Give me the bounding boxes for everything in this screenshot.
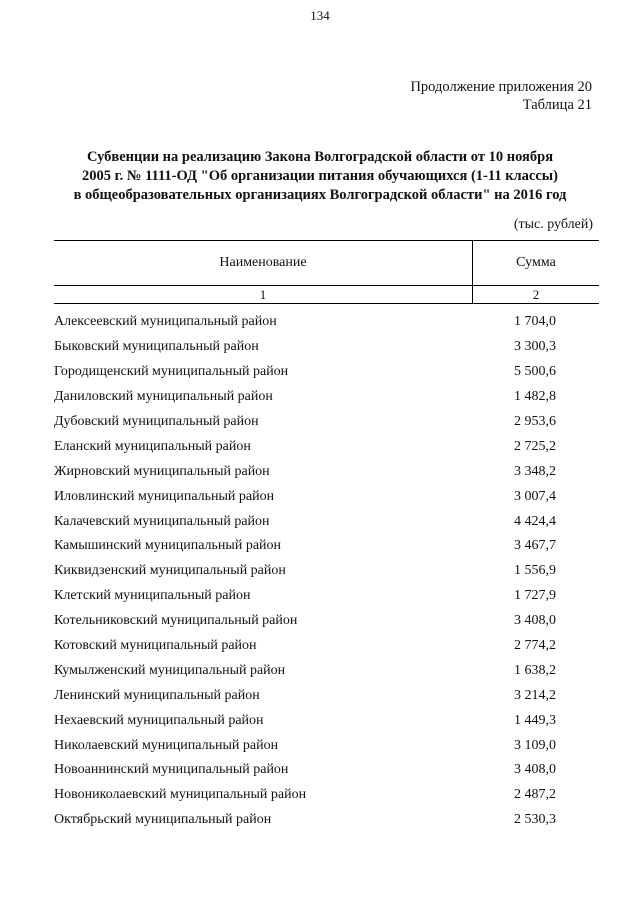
column-numbers-row [54, 286, 599, 304]
subvention-amount: 3 109,0 [514, 737, 556, 753]
table-row [54, 808, 599, 833]
district-name: Нехаевский муниципальный район [54, 712, 264, 728]
subvention-amount: 3 408,0 [514, 762, 556, 778]
subvention-amount: 3 348,2 [514, 463, 556, 479]
district-name: Киквидзенский муниципальный район [54, 563, 286, 579]
table-row [54, 410, 599, 435]
district-name: Даниловский муниципальный район [54, 389, 273, 405]
table-row [54, 434, 599, 459]
district-name: Новониколаевский муниципальный район [54, 787, 307, 803]
district-name: Калачевский муниципальный район [54, 513, 270, 529]
header-sum: Сумма [516, 255, 556, 270]
table-row [54, 559, 599, 584]
district-name: Алексеевский муниципальный район [54, 314, 277, 330]
table-row [54, 385, 599, 410]
subvention-amount: 1 482,8 [514, 389, 556, 405]
document-title [40, 148, 600, 205]
subvention-amount: 1 704,0 [514, 314, 556, 330]
table-header [54, 240, 599, 286]
district-name: Октябрьский муниципальный район [54, 812, 272, 828]
table-row [54, 683, 599, 708]
subvention-amount: 2 725,2 [514, 438, 556, 454]
district-name: Котельниковский муниципальный район [54, 613, 298, 629]
title-line: Субвенции на реализацию Закона Волгоградской области от 10 ноября [86, 149, 554, 165]
subvention-amount: 1 638,2 [514, 662, 556, 678]
subvention-amount: 3 467,7 [514, 538, 556, 554]
column-number: 1 [54, 286, 473, 303]
subvention-amount: 3 214,2 [514, 687, 556, 703]
table-number: Таблица 21 [522, 97, 592, 113]
district-name: Николаевский муниципальный район [54, 737, 279, 753]
subvention-amount: 2 487,2 [514, 787, 556, 803]
subvention-amount: 2 530,3 [514, 812, 556, 828]
table-row [54, 733, 599, 758]
subvention-amount: 2 774,2 [514, 638, 556, 654]
table-row [54, 708, 599, 733]
appendix-reference [410, 78, 592, 114]
table-body [54, 310, 599, 833]
district-name: Городищенский муниципальный район [54, 364, 289, 380]
table-row [54, 634, 599, 659]
subvention-amount: 4 424,4 [514, 513, 556, 529]
district-name: Котовский муниципальный район [54, 638, 257, 654]
units-note: (тыс. рублей) [513, 217, 593, 232]
district-name: Ленинский муниципальный район [54, 687, 260, 703]
title-line: 2005 г. № 1111-ОД "Об организации питания обучающихся (1-11 классы) [82, 168, 558, 184]
subvention-amount: 1 449,3 [514, 712, 556, 728]
subvention-table [54, 240, 599, 833]
column-number: 2 [532, 287, 540, 302]
district-name: Камышинский муниципальный район [54, 538, 282, 554]
district-name: Жирновский муниципальный район [54, 463, 270, 479]
district-name: Кумылженский муниципальный район [54, 662, 286, 678]
district-name: Иловлинский муниципальный район [54, 488, 275, 504]
title-line: в общеобразовательных организациях Волгоградской области" на 2016 год [73, 187, 567, 203]
table-row [54, 783, 599, 808]
table-row [54, 534, 599, 559]
table-row [54, 509, 599, 534]
subvention-amount: 3 300,3 [514, 339, 556, 355]
subvention-amount: 3 408,0 [514, 613, 556, 629]
table-row [54, 335, 599, 360]
subvention-amount: 1 727,9 [514, 588, 556, 604]
subvention-amount: 1 556,9 [514, 563, 556, 579]
table-row [54, 584, 599, 609]
district-name: Дубовский муниципальный район [54, 414, 259, 429]
table-row [54, 758, 599, 783]
district-name: Быковский муниципальный район [54, 339, 259, 355]
table-row [54, 484, 599, 509]
table-row [54, 310, 599, 335]
page-number: 134 [310, 8, 330, 23]
district-name: Клетский муниципальный район [54, 588, 251, 604]
subvention-amount: 2 953,6 [514, 414, 556, 429]
table-row [54, 360, 599, 385]
district-name: Новоаннинский муниципальный район [54, 762, 289, 778]
header-name: Наименование [54, 241, 473, 285]
subvention-amount: 5 500,6 [514, 364, 556, 380]
appendix-line: Продолжение приложения 20 [410, 79, 592, 95]
table-row [54, 459, 599, 484]
table-row [54, 658, 599, 683]
district-name: Еланский муниципальный район [54, 438, 251, 454]
table-row [54, 609, 599, 634]
subvention-amount: 3 007,4 [514, 488, 556, 504]
